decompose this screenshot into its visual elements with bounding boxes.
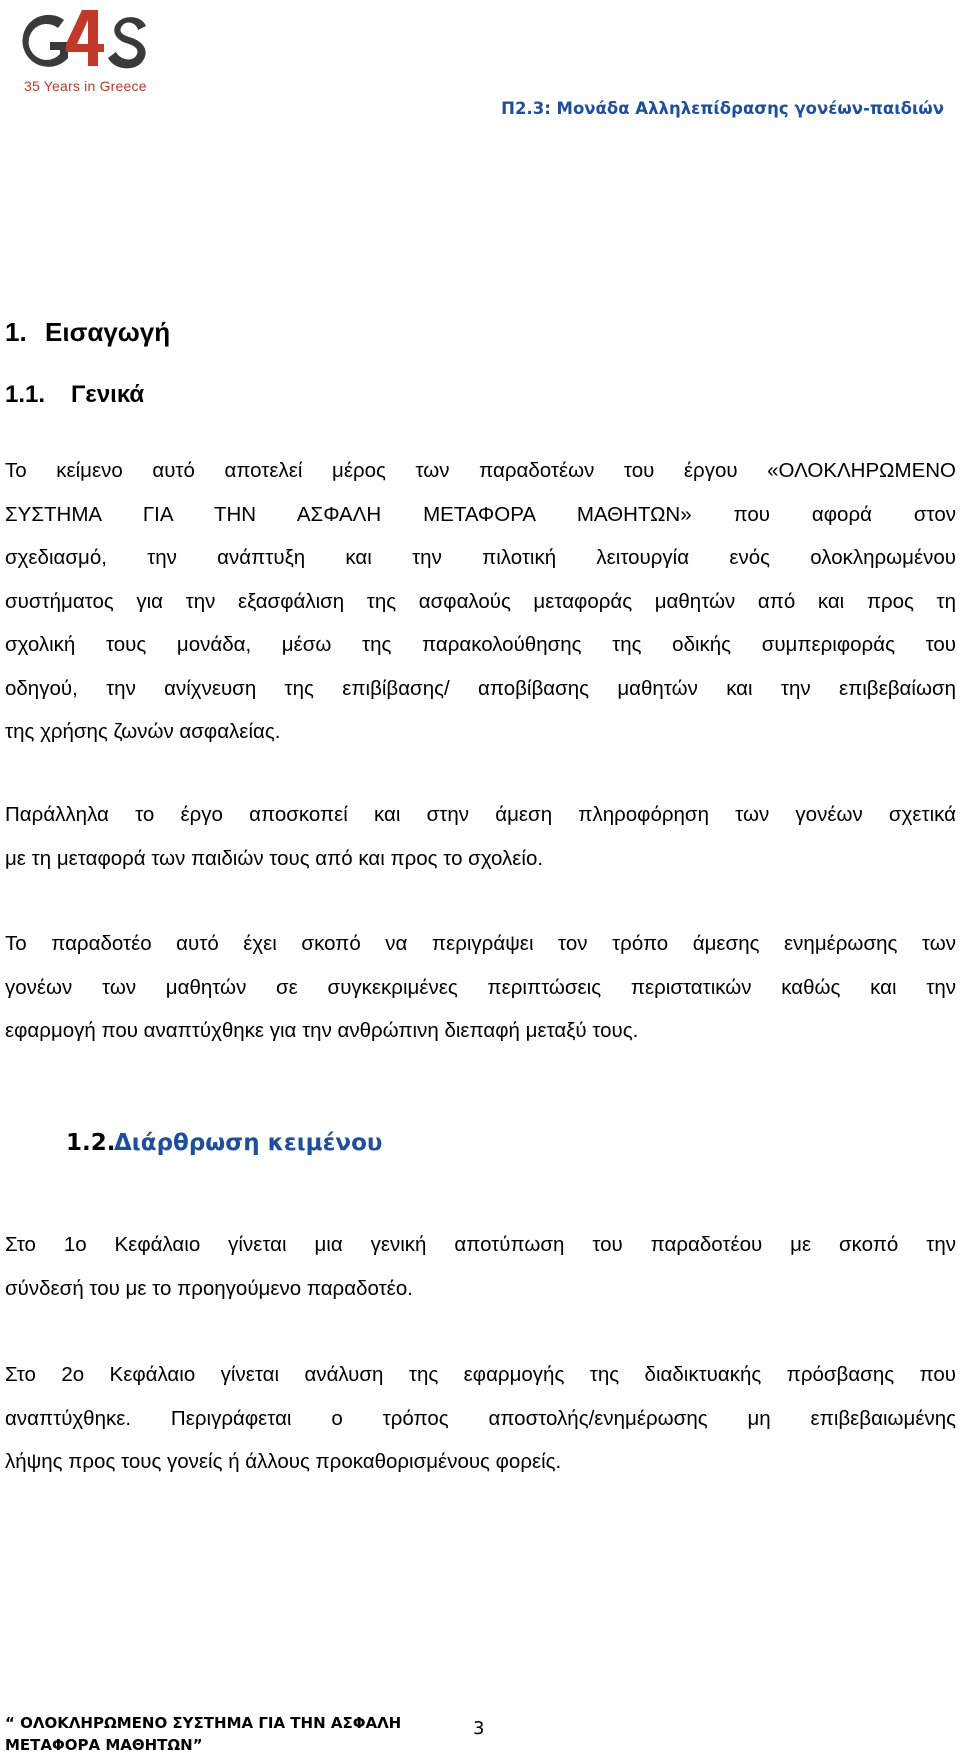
footer-line: “ ΟΛΟΚΛΗΡΩΜΕΝΟ ΣΥΣΤΗΜΑ ΓΙΑ ΤΗΝ ΑΣΦΑΛΗ [5,1714,402,1732]
section-title: Εισαγωγή [45,317,171,347]
text-line: λήψης προς τους γονείς ή άλλους προκαθορισμένους φορείς. [5,1450,562,1473]
text-line: ΣΥΣΤΗΜΑ ΓΙΑ ΤΗΝ ΑΣΦΑΛΗ ΜΕΤΑΦΟΡΑ ΜΑΘΗΤΩΝ» που αφορά στον [5,502,956,526]
text-line: με τη μεταφορά των παιδιών τους από και προς το σχολείο. [5,846,544,870]
document-header-title: Π2.3: Μονάδα Αλληλεπίδρασης γονέων-παιδιών [501,99,944,118]
text-line: Το παραδοτέο αυτό έχει σκοπό να περιγράψει τον τρόπο άμεσης ενημέρωσης των [5,932,956,955]
section-number: 1.2. [66,1130,116,1156]
logo-tagline: 35 Years in Greece [24,78,147,94]
text-line: αναπτύχθηκε. Περιγράφεται ο τρόπος αποστολής/ενημέρωσης μη επιβεβαιωμένης [5,1406,956,1430]
text-line: γονέων των μαθητών σε συγκεκριμένες περιπτώσεις περιστατικών καθώς και την [5,975,956,999]
paragraph-chapter-1 [5,1223,956,1310]
text-line: σύνδεσή του με το προηγούμενο παραδοτέο. [5,1276,413,1300]
section-number: 1. [5,317,27,347]
text-line: εφαρμογή που αναπτύχθηκε για την ανθρώπινη διεπαφή μεταξύ τους. [5,1019,639,1042]
section-number: 1.1. [5,381,46,408]
text-line: σχολική τους μονάδα, μέσω της παρακολούθησης της οδικής συμπεριφοράς του [5,633,956,656]
paragraph-deliverable-purpose [5,922,956,1053]
footer-line: ΜΕΤΑΦΟΡΑ ΜΑΘΗΤΩΝ” [5,1736,203,1754]
text-line: Στο 1ο Κεφάλαιο γίνεται μια γενική αποτύπωση του παραδοτέου με σκοπό την [5,1233,956,1256]
footer-project-title [5,1712,401,1756]
text-line: Παράλληλα το έργο αποσκοπεί και στην άμεση πληροφόρηση των γονέων σχετικά [5,803,956,826]
text-line: σχεδιασμό, την ανάπτυξη και την πιλοτική λειτουργία ενός ολοκληρωμένου [5,546,956,569]
section-heading-1-2 [66,1130,382,1156]
section-title: Γενικά [71,381,145,408]
text-line: οδηγού, την ανίχνευση της επιβίβασης/ αποβίβασης μαθητών και την επιβεβαίωση [5,676,956,700]
page-number: 3 [473,1718,485,1739]
text-line: Το κείμενο αυτό αποτελεί μέρος των παραδοτέων του έργου «ΟΛΟΚΛΗΡΩΜΕΝΟ [5,459,956,482]
text-line: της χρήσης ζωνών ασφαλείας. [5,720,281,743]
section-heading-1-1 [5,381,144,409]
paragraph-chapter-2 [5,1353,956,1484]
paragraph-intro [5,449,956,754]
text-line: συστήματος για την εξασφάλιση της ασφαλούς μεταφοράς μαθητών από και προς τη [5,589,956,613]
section-title: Διάρθρωση κειμένου [114,1130,383,1156]
section-heading-1 [5,317,170,348]
text-line: Στο 2ο Κεφάλαιο γίνεται ανάλυση της εφαρμογής της διαδικτυακής πρόσβασης που [5,1363,956,1386]
paragraph-parents-info [5,793,956,880]
